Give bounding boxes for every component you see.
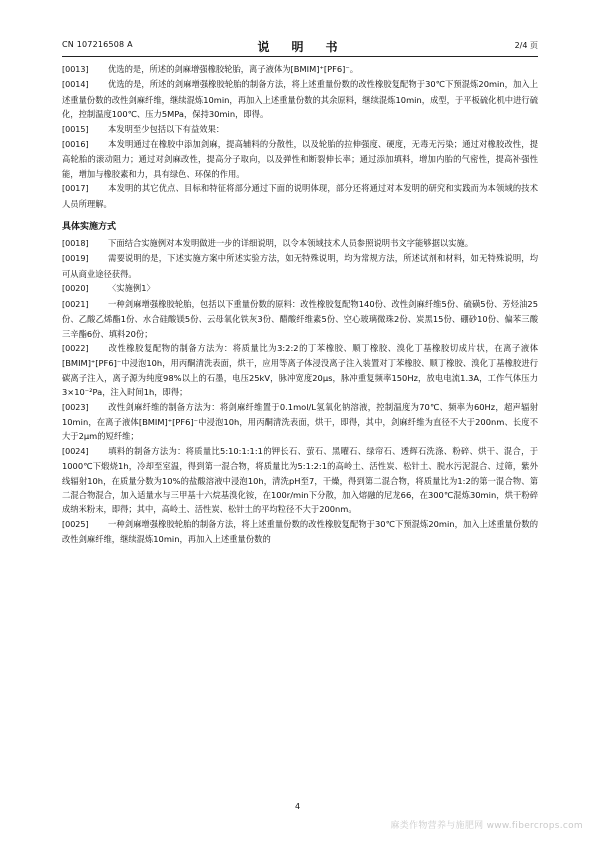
paragraph: [62, 341, 538, 400]
paragraph-number: [0025]: [62, 519, 89, 529]
doc-number: CN 107216508 A: [62, 40, 133, 49]
paragraph-text: 优选的是，所述的剑麻增强橡胶轮胎，离子液体为[BMIM]⁺[PF6]⁻。: [108, 64, 359, 74]
paragraph-group-summary: [62, 62, 538, 211]
paragraph-text: 下面结合实施例对本发明做进一步的详细说明，以令本领域技术人员参照说明书文字能够据以实施。: [108, 238, 474, 249]
paragraph-group-embodiments: [62, 236, 538, 547]
paragraph: [62, 444, 538, 517]
paragraph: [62, 400, 538, 444]
doc-title: 说 明 书: [257, 40, 343, 54]
page-number: 4: [294, 802, 301, 811]
paragraph: [62, 297, 538, 341]
page-header: [62, 38, 538, 54]
paragraph-number: [0018]: [62, 239, 89, 249]
watermark: 麻类作物营养与施肥网 www.fibercrops.com: [390, 821, 583, 831]
paragraph-text: 优选的是，所述的剑麻增强橡胶轮胎的制备方法，将上述重量份数的改性橡胶复配物于30℃下预混炼20min，加入上述重量份数的改性剑麻纤维，继续混炼10min，再加入上述重量份数的其余原料，继续混炼10min，成型，于平板硫化机中进行硫化，控制温度100℃、压力5MPa，保持30min，即得。: [62, 79, 538, 120]
paragraph-number: [0024]: [62, 446, 89, 456]
paragraph: [62, 517, 538, 547]
paragraph: [62, 122, 538, 137]
paragraph-text: 一种剑麻增强橡胶轮胎的制备方法，将上述重量份数的改性橡胶复配物于30℃下预混炼20min，加入上述重量份数的改性剑麻纤维，继续混炼10min，再加入上述重量份数的: [62, 518, 538, 545]
paragraph: [62, 77, 538, 121]
paragraph: [62, 236, 538, 251]
paragraph: [62, 137, 538, 181]
paragraph-number: [0023]: [62, 402, 89, 412]
paragraph-number: [0021]: [62, 299, 89, 309]
paragraph: [62, 62, 538, 77]
paragraph-number: [0013]: [62, 65, 89, 74]
paragraph-text: 一种剑麻增强橡胶轮胎，包括以下重量份数的原料：改性橡胶复配物140份、改性剑麻纤维5份、硫磺5份、芳烃油25份、乙酸乙烯酯1份、水合硅酸镁5份、云母氧化铁灰3份、醋酸纤维素5份、空心玻璃微珠2份、炭黑15份、硼砂10份、偏苯三酸三辛酯6份、填料20份；: [62, 298, 538, 339]
paragraph: [62, 181, 538, 211]
paragraph-number: [0017]: [62, 184, 89, 194]
paragraph: [62, 281, 538, 296]
header-rule: [62, 56, 538, 57]
section-title: 具体实施方式: [62, 222, 117, 233]
paragraph-text: 本发明的其它优点、目标和特征将部分通过下面的说明体现，部分还将通过对本发明的研究和实践而为本领域的技术人员所理解。: [62, 183, 538, 209]
paragraph-number: [0019]: [62, 254, 89, 264]
paragraph-text: 〈实施例1〉: [108, 283, 155, 294]
page-of: 2/4 页: [514, 41, 538, 50]
paragraph-number: [0016]: [62, 140, 89, 150]
paragraph-text: 本发明至少包括以下有益效果：: [108, 123, 225, 134]
paragraph-number: [0022]: [62, 343, 89, 353]
paragraph-text: 改性剑麻纤维的制备方法为：将剑麻纤维置于0.1mol/L氢氧化钠溶液，控制温度为70℃、频率为60Hz，超声辐射10min，在离子液体[BMIM]⁺[PF6]⁻中浸泡10h，用丙酮清洗表面，烘干，即得，其中，剑麻纤维为直径不大于200nm、长度不大于2μm的短纤维；: [62, 401, 538, 442]
paragraph-number: [0015]: [62, 124, 89, 134]
paragraph-text: 填料的制备方法为：将质量比5:10:1:1:1的钾长石、萤石、黑曜石、绿帘石、透辉石洗涤、粉碎、烘干、混合，于1000℃下煅烧1h，冷却至室温，得到第一混合物，将质量比为5:1:2:1的高岭土、活性炭、松针土、脱水污泥混合、过筛，紫外线辐射10h，在质量分数为10%的盐酸溶液中浸泡10h，清洗pH至7，干燥，得到第二混合物，将质量比为1:2的第一混合物、第二混合物混合，加入适量水与三甲基十六烷基溴化铵，在100r/min下分散，加入熔融的尼龙66，在300℃混炼30min，烘干粉碎成纳米粉末，即得；其中，高岭土、活性炭、松针土的平均粒径不大于200nm。: [62, 445, 538, 515]
paragraph-text: 改性橡胶复配物的制备方法为：将质量比为3:2:2的丁苯橡胶、顺丁橡胶、溴化丁基橡胶切成片状，在离子液体[BMIM]⁺[PF6]⁻中浸泡10h，用丙酮清洗表面，烘干，应用等离子体浸没离子注入装置对丁苯橡胶、顺丁橡胶、溴化丁基橡胶进行碳离子注入，离子源为纯度98%以上的石墨，电压25kV，脉冲宽度20μs，脉冲重复频率150Hz，放电电流1.3A，工作气体压力3×10⁻²Pa，注入时间1h，即得；: [62, 342, 538, 398]
document-body: [62, 62, 538, 547]
paragraph-number: [0020]: [62, 284, 89, 294]
paragraph: [62, 251, 538, 281]
paragraph-number: [0014]: [62, 80, 89, 90]
paragraph-text: 本发明通过在橡胶中添加剑麻，提高辅料的分散性，以及轮胎的拉伸强度、硬度，无毒无污染；通过对橡胶改性，提高轮胎的滚动阻力；通过对剑麻改性，提高分子取向，以及弹性和断裂伸长率；通过添加填料，增加内胎的气密性，提高补强性能，增加与橡胶素和力，具有绿色、环保的作用。: [62, 139, 538, 179]
paragraph-text: 需要说明的是，下述实施方案中所述实验方法，如无特殊说明，均为常规方法，所述试剂和材料，如无特殊说明，均可从商业途径获得。: [62, 253, 538, 279]
